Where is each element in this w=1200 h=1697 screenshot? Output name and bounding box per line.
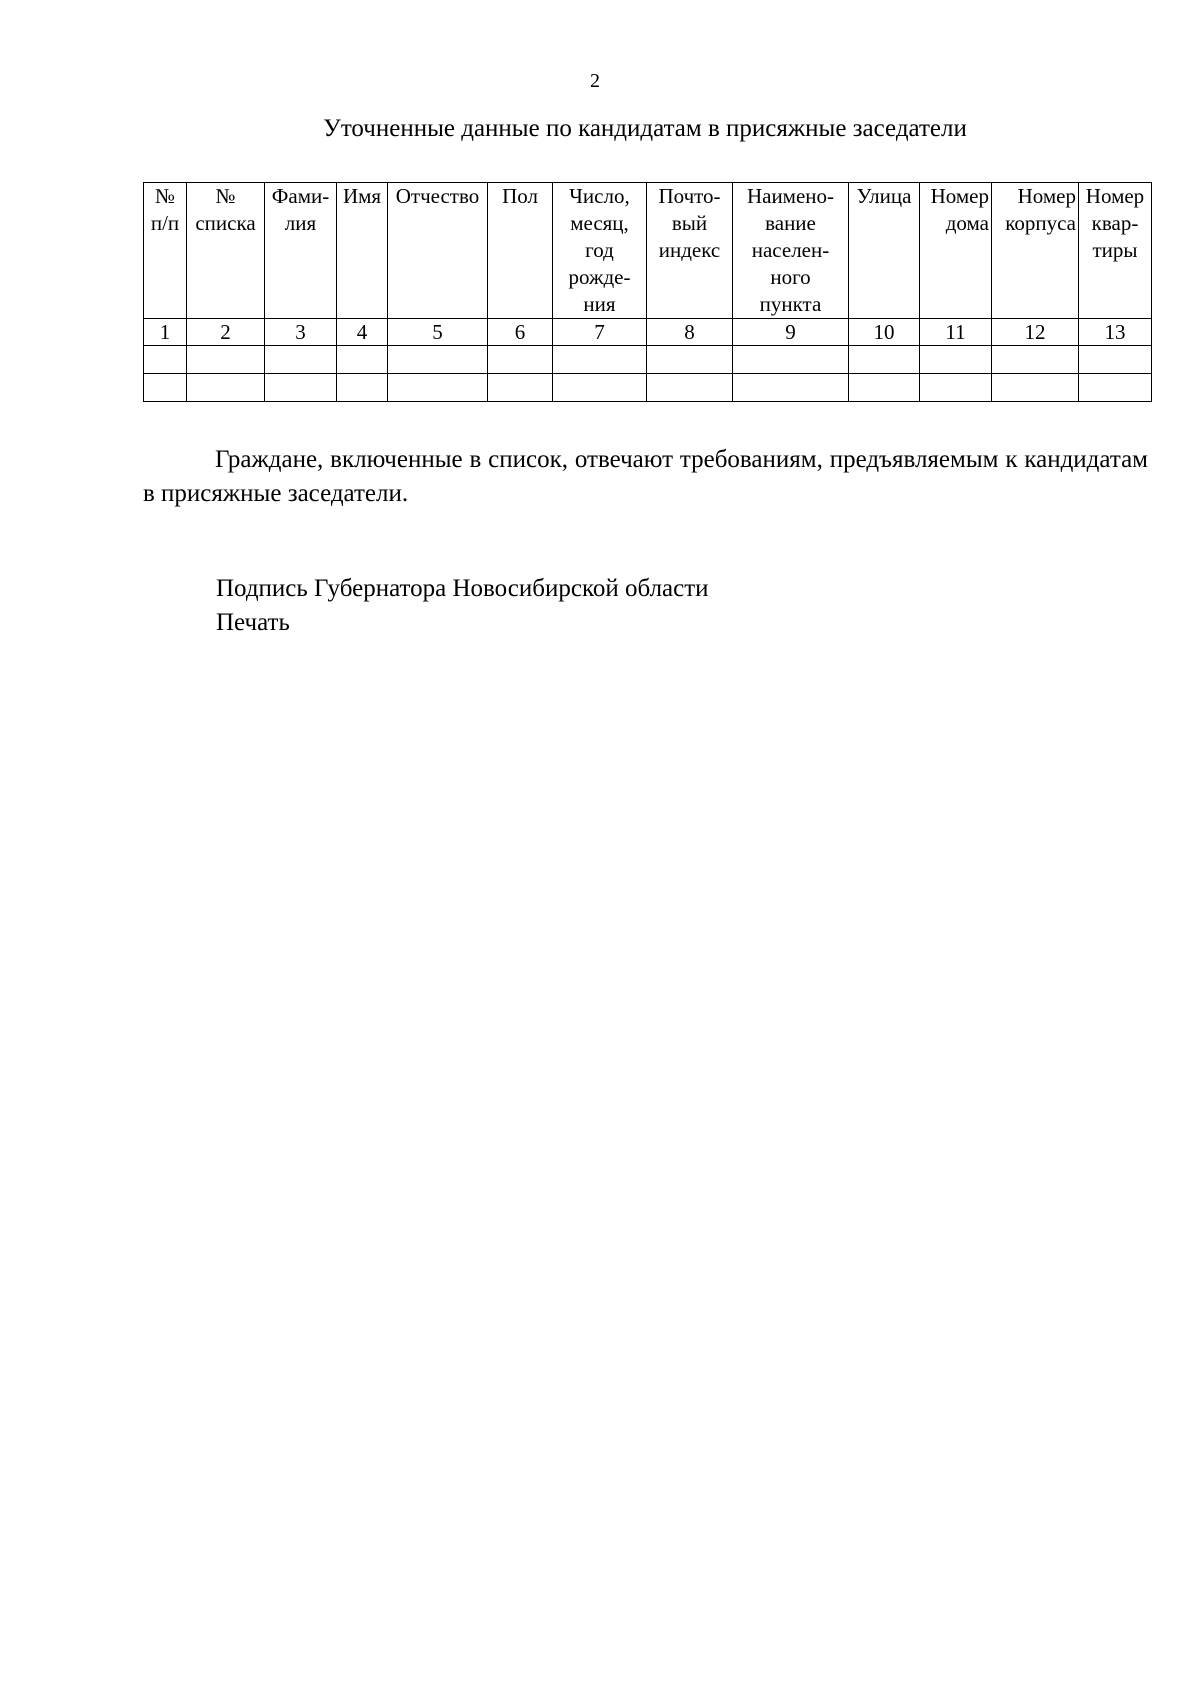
empty-cell — [553, 346, 647, 374]
header-cell-postal-code: Почто- вый индекс — [647, 183, 733, 319]
column-number-row — [144, 319, 1152, 346]
column-number: 2 — [187, 319, 265, 346]
header-cell-name: Имя — [337, 183, 388, 319]
column-number: 1 — [144, 319, 187, 346]
column-number: 13 — [1079, 319, 1152, 346]
column-number: 11 — [920, 319, 992, 346]
empty-cell — [647, 346, 733, 374]
header-cell-building: Номер корпуса — [992, 183, 1079, 319]
header-cell-patronymic: Отчество — [388, 183, 488, 319]
header-cell-surname: Фами- лия — [265, 183, 337, 319]
empty-cell — [144, 374, 187, 402]
header-cell-apartment: Номер квар- тиры — [1079, 183, 1152, 319]
document-title: Уточненные данные по кандидатам в присяжные заседатели — [323, 115, 967, 142]
header-cell-npp: № п/п — [144, 183, 187, 319]
empty-cell — [992, 346, 1079, 374]
table-row-empty — [144, 374, 1152, 402]
column-number: 7 — [553, 319, 647, 346]
empty-cell — [337, 374, 388, 402]
signature-line: Подпись Губернатора Новосибирской области — [216, 575, 709, 602]
empty-cell — [488, 346, 553, 374]
column-number: 4 — [337, 319, 388, 346]
header-cell-house: Номер дома — [920, 183, 992, 319]
column-number: 6 — [488, 319, 553, 346]
empty-cell — [849, 374, 920, 402]
empty-cell — [733, 374, 849, 402]
empty-cell — [388, 346, 488, 374]
empty-cell — [849, 346, 920, 374]
empty-cell — [187, 346, 265, 374]
column-number: 5 — [388, 319, 488, 346]
header-cell-birth-date: Число, месяц, год рожде- ния — [553, 183, 647, 319]
empty-cell — [488, 374, 553, 402]
empty-cell — [733, 346, 849, 374]
empty-cell — [920, 346, 992, 374]
header-cell-locality: Наимено- вание населен- ного пункта — [733, 183, 849, 319]
table-header-row — [144, 183, 1152, 319]
empty-cell — [337, 346, 388, 374]
column-number: 8 — [647, 319, 733, 346]
empty-cell — [388, 374, 488, 402]
eligibility-paragraph: Граждане, включенные в список, отвечают требованиям, предъявляемым к кандидатам в присяжные заседатели. — [143, 446, 1148, 507]
empty-cell — [920, 374, 992, 402]
column-number: 10 — [849, 319, 920, 346]
column-number: 3 — [265, 319, 337, 346]
empty-cell — [992, 374, 1079, 402]
candidates-table — [143, 182, 1152, 402]
empty-cell — [265, 374, 337, 402]
header-cell-list-number: № списка — [187, 183, 265, 319]
empty-cell — [144, 346, 187, 374]
empty-cell — [1079, 374, 1152, 402]
stamp-line: Печать — [216, 609, 290, 636]
empty-cell — [1079, 346, 1152, 374]
column-number: 9 — [733, 319, 849, 346]
page-number: 2 — [590, 70, 600, 92]
empty-cell — [647, 374, 733, 402]
table-row-empty — [144, 346, 1152, 374]
header-cell-sex: Пол — [488, 183, 553, 319]
header-cell-street: Улица — [849, 183, 920, 319]
column-number: 12 — [992, 319, 1079, 346]
empty-cell — [265, 346, 337, 374]
empty-cell — [553, 374, 647, 402]
empty-cell — [187, 374, 265, 402]
